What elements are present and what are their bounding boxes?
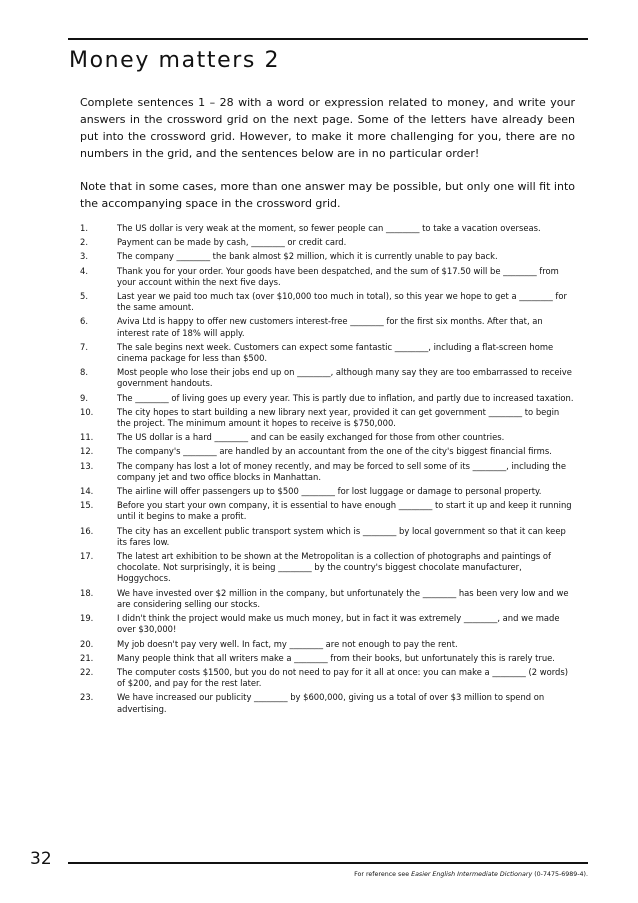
sentence-text: We have invested over $2 million in the company, but unfortunately the ________ has been very low and we are considering selling our stocks. — [117, 587, 569, 609]
sentence-text: The airline will offer passengers up to $500 ________ for lost luggage or damage to personal property. — [117, 486, 542, 497]
sentence-number: 23. — [80, 692, 94, 703]
sentence-item — [80, 461, 575, 483]
sentence-item — [80, 266, 575, 288]
sentence-text: The company has lost a lot of money recently, and may be forced to sell some of its ________, including the company jet and two office blocks in Manhattan. — [117, 460, 567, 482]
sentence-item — [80, 393, 575, 404]
sentence-number: 5. — [80, 291, 88, 302]
sentence-item — [80, 639, 575, 650]
sentence-number: 18. — [80, 587, 94, 598]
sentence-item — [80, 613, 575, 635]
page-number: 32 — [30, 849, 52, 869]
sentence-text: The company's ________ are handled by an accountant from the one of the city's biggest financial firms. — [117, 446, 552, 457]
sentence-text: Many people think that all writers make a ________ from their books, but unfortunately this is rarely true. — [117, 652, 555, 663]
sentence-number: 3. — [80, 251, 88, 262]
sentence-item — [80, 692, 575, 714]
sentence-item — [80, 486, 575, 497]
sentence-item — [80, 653, 575, 664]
sentence-number: 15. — [80, 500, 94, 511]
sentence-text: Most people who lose their jobs end up on ________, although many say they are too embarrassed to receive government handouts. — [117, 367, 572, 389]
sentence-number: 2. — [80, 237, 88, 248]
sentence-text: I didn't think the project would make us much money, but in fact it was extremely ________, and we made over $30,000! — [117, 613, 560, 635]
sentence-text: The US dollar is a hard ________ and can be easily exchanged for those from other countries. — [117, 432, 505, 443]
sentence-number: 8. — [80, 367, 88, 378]
instructions-paragraph-1: Complete sentences 1 – 28 with a word or expression related to money, and write your answers in the crossword grid on the next page. Some of the letters have already been put into the crossword grid. However, to make it more challenging for you, there are no numbers in the grid, and the sentences below are in no particular order! — [80, 96, 575, 160]
sentence-list — [80, 223, 575, 718]
footer-reference — [354, 871, 588, 878]
sentence-number: 22. — [80, 666, 94, 677]
sentence-item — [80, 367, 575, 389]
sentence-number: 19. — [80, 613, 94, 624]
sentence-item — [80, 432, 575, 443]
footer-prefix: For reference see — [354, 871, 412, 878]
sentence-number: 11. — [80, 432, 94, 443]
sentence-text: The company ________ the bank almost $2 million, which it is currently unable to pay back. — [117, 251, 498, 262]
sentence-item — [80, 251, 575, 262]
sentence-text: Payment can be made by cash, ________ or credit card. — [117, 237, 347, 248]
page-title: Money matters 2 — [69, 48, 281, 73]
sentence-item — [80, 223, 575, 234]
sentence-text: The sale begins next week. Customers can expect some fantastic ________, including a flat-screen home cinema package for less than $500. — [117, 341, 554, 364]
instructions — [80, 94, 575, 212]
sentence-number: 21. — [80, 652, 94, 663]
sentence-number: 10. — [80, 406, 94, 417]
sentence-item — [80, 237, 575, 248]
sentence-number: 1. — [80, 223, 88, 233]
sentence-item — [80, 500, 575, 522]
sentence-text: Aviva Ltd is happy to offer new customers interest-free ________ for the first six months. After that, an interest rate of 18% will apply. — [117, 316, 543, 338]
sentence-item — [80, 407, 575, 429]
sentence-text: Before you start your own company, it is essential to have enough ________ to start it up and keep it running until it begins to make a profit. — [117, 500, 572, 522]
sentence-number: 7. — [80, 341, 88, 352]
sentence-item — [80, 667, 575, 689]
sentence-item — [80, 588, 575, 610]
sentence-text: Last year we paid too much tax (over $10,000 too much in total), so this year we hope to get a ________ for the same amount. — [117, 291, 567, 313]
sentence-item — [80, 446, 575, 457]
footer-book-title: Easier English Intermediate Dictionary — [411, 871, 533, 878]
sentence-number: 12. — [80, 446, 94, 457]
sentence-item — [80, 551, 575, 585]
footer-isbn: (0-7475-6989-4). — [532, 871, 588, 878]
sentence-item — [80, 291, 575, 313]
sentence-number: 16. — [80, 525, 94, 536]
sentence-number: 17. — [80, 551, 94, 562]
sentence-number: 6. — [80, 316, 88, 327]
sentence-number: 9. — [80, 392, 88, 403]
sentence-text: We have increased our publicity ________ by $600,000, giving us a total of over $3 million to spend on advertising. — [117, 692, 545, 714]
sentence-text: The US dollar is very weak at the moment, so fewer people can ________ to take a vacation overseas. — [117, 223, 541, 233]
sentence-text: The ________ of living goes up every year. This is partly due to inflation, and partly due to increased taxation. — [117, 392, 574, 403]
sentence-item — [80, 316, 575, 338]
sentence-text: Thank you for your order. Your goods have been despatched, and the sum of $17.50 will be ________ from your account within the next five days. — [117, 265, 559, 287]
sentence-number: 13. — [80, 460, 94, 471]
sentence-text: The city has an excellent public transport system which is ________ by local government so that it can keep its fares low. — [117, 525, 566, 547]
sentence-number: 20. — [80, 638, 94, 649]
instructions-paragraph-2: Note that in some cases, more than one answer may be possible, but only one will fit into the accompanying space in the crossword grid. — [80, 180, 575, 210]
sentence-text: My job doesn't pay very well. In fact, my ________ are not enough to pay the rent. — [117, 638, 458, 649]
sentence-number: 14. — [80, 486, 94, 497]
bottom-rule — [68, 862, 588, 864]
sentence-item — [80, 342, 575, 364]
sentence-text: The latest art exhibition to be shown at the Metropolitan is a collection of photographs and paintings of chocolate. Not surprisingly, it is being ________ by the country's biggest chocolate manufacturer, Hoggychocs. — [117, 551, 551, 584]
sentence-number: 4. — [80, 265, 88, 276]
sentence-item — [80, 526, 575, 548]
sentence-text: The city hopes to start building a new library next year, provided it can get government ________ to begin the project. The minimum amount it hopes to receive is $750,000. — [117, 406, 560, 429]
top-rule — [68, 38, 588, 40]
sentence-text: The computer costs $1500, but you do not need to pay for it all at once: you can make a ________ (2 words) of $200, and pay for the rest later. — [117, 666, 568, 689]
